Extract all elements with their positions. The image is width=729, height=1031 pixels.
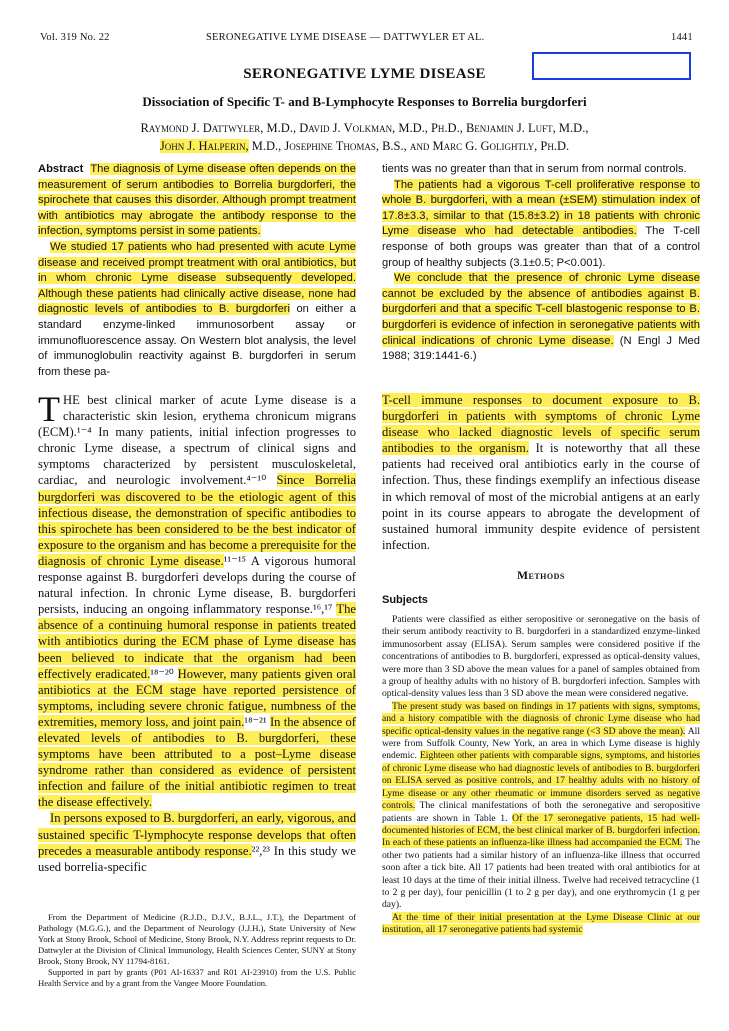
footnotes xyxy=(38,912,356,989)
drop-cap: T xyxy=(38,389,60,429)
intro-text-b: ¹¹⁻¹⁵ A vigorous humoral response against B. burgdorferi develops during the course of natural infection. In chronic Lyme disease, B. burgdorferi persists, inducing an ongoing inflammatory response.¹⁶,¹⁷ xyxy=(38,553,356,617)
intro-p2-highlight: In persons exposed to B. burgdorferi, an early, vigorous, and sustained specific T-lymphocyte response develops that often precedes a measurable antibody response. xyxy=(38,811,356,858)
intro-text-a: HE best clinical marker of acute Lyme disease is a characteristic skin lesion, erythema chronicum migrans (ECM).¹⁻⁴ In many patients, initial infection progresses to chronic Lyme disease, a spectrum of clinical signs and symptoms characterized by persistent musculoskeletal, cardiac, and neurologic involvement.⁴⁻¹⁰ xyxy=(38,393,356,488)
abstract-p2-rest: on either a standard enzyme-linked immunosorbent assay or immunofluorescence assay. On Western blot analysis, the level of immunoglobulin reactivity against B. burgdorferi in serum from these pa- xyxy=(38,303,356,378)
article-title: SERONEGATIVE LYME DISEASE xyxy=(243,66,486,82)
running-title: SERONEGATIVE LYME DISEASE — DATTWYLER ET AL. xyxy=(206,32,485,43)
abstract-c2-p3-highlight: We conclude that the presence of chronic Lyme disease cannot be excluded by the absence of antibodies against B. burgdorferi and that a specific T-cell blastogenic response to B. burgdorferi is evidence of infection in seronegative patients with clinical indications of chronic Lyme disease. xyxy=(382,272,700,347)
subjects-highlight-2: Eighteen other patients with comparable signs, symptoms, and histories of chronic Lyme disease who had diagnostic levels of antibodies to B. burgdorferi on ELISA served as positive controls, and 17 healthy adults with no history of Lyme disease or any other rheumatic or immune disorders served as negative controls. xyxy=(382,750,700,812)
subjects-text-c: The other two patients had a similar history of an influenza-like illness that occurred soon after a tick bite. All 17 patients had been treated with oral antibiotics for at least 10 days at the time of their initial illness. Twelve had received tetracycline (1 to 2 g per day), four penicillin (1 to 2 g per day), and one erythromycin (1 g per day). xyxy=(382,837,701,911)
abstract-right xyxy=(382,162,700,365)
abstract-p1: The diagnosis of Lyme disease often depends on the measurement of serum antibodies to Borrelia burgdorferi, the spirochete that causes this disorder. Although prompt treatment with antibiotics may abrogate the antibody response to the infection, symptoms persist in some patients. xyxy=(38,163,356,238)
affiliation-footnote: From the Department of Medicine (R.J.D., D.J.V., B.J.L., J.T.), the Department of Pathology (M.G.G.), and the Department of Neurology (J.J.H.), State University of New York at Stony Brook, School of Medicine, Stony Brook, N.Y. Address reprint requests to Dr. Dattwyler at the Division of Clinical Immunology, Health Sciences Center, SUNY at Stony Brook, Stony Brook, NY 11794-8161. xyxy=(38,912,356,966)
abstract-c2-p1: tients was no greater than that in serum from normal controls. xyxy=(382,163,687,175)
intro-highlight-3: However, many patients given oral antibiotics at the ECM stage have reported persistence of symptoms, including severe chronic fatigue, numbness of the extremities, memory loss, and joint pain. xyxy=(38,666,356,729)
intro-text-c: ¹⁸⁻²⁰ xyxy=(150,666,178,681)
intro-highlight-2: The absence of a continuing humoral response in patients treated with antibiotics during the ECM phase of Lyme disease has been believed to indicate that the organism had been effectively eradicated. xyxy=(38,602,356,681)
subjects-highlight-1: The present study was based on findings in 17 patients with signs, symptoms, and a history compatible with the diagnosis of chronic Lyme disease who had specific optical-density values in the negative range (<3 SD above the mean). xyxy=(382,700,700,737)
article-subtitle: Dissociation of Specific T- and B-Lymphocyte Responses to Borrelia burgdorferi xyxy=(142,94,587,109)
subjects-text-a: All were from Suffolk County, New York, an area in which Lyme disease is highly endemic. xyxy=(382,725,700,762)
abstract-left xyxy=(38,162,356,380)
abstract-p2-highlight: We studied 17 patients who had presented with acute Lyme disease and received prompt treatment with oral antibiotics, but in whom chronic Lyme disease subsequently developed. Although these patients had clinically active disease, none had diagnostic levels of antibodies to B. burgdorferi xyxy=(38,240,356,316)
abstract-c2-p2-rest: The T-cell response of both groups was greater than that of a control group of healthy subjects (3.1±0.5; P<0.001). xyxy=(382,225,700,269)
subjects-heading: Subjects xyxy=(382,594,428,606)
abstract-c2-p3-rest: (N Engl J Med 1988; 319:1441-6.) xyxy=(382,334,700,363)
body-right xyxy=(382,392,700,553)
intro-p2-rest: ²²,²³ In this study we used borrelia-specific xyxy=(38,843,356,874)
subjects-text-b: The clinical manifestations of both the seronegative and seropositive patients are shown in Table 1. xyxy=(382,800,700,824)
right-p1-highlight: T-cell immune responses to document exposure to B. burgdorferi in patients with symptoms of chronic Lyme disease who lacked diagnostic levels of specific serum antibodies to the organism. xyxy=(382,393,700,456)
subjects-highlight-3: Of the 17 seronegative patients, 15 had well-documented histories of ECM, the best clinical marker of B. burgdorferi infection. In each of these patients an influenza-like illness had accompanied the ECM. xyxy=(382,812,700,849)
authors-line-2 xyxy=(0,136,729,156)
subjects-section xyxy=(382,614,700,937)
intro-text-d: ¹⁸⁻²¹ xyxy=(244,714,270,729)
subjects-highlight-4: At the time of their initial presentation at the Lyme Disease Clinic at our institution, all 17 seronegative patients had systemic xyxy=(382,911,700,936)
intro-highlight-1: Since Borrelia burgdorferi was discovered to be the etiologic agent of this infectious disease, the demonstration of specific antibodies to this spirochete has been considered to be the best indicator of exposure to the organism and has become a prerequisite for the diagnosis of chronic Lyme disease. xyxy=(38,473,357,568)
authors-rest: M.D., Josephine Thomas, B.S., and Marc G. Golightly, Ph.D. xyxy=(248,139,570,153)
methods-heading: Methods xyxy=(517,570,565,582)
abstract-label: Abstract xyxy=(38,163,84,175)
funding-footnote: Supported in part by grants (P01 AI-16337 and R01 AI-23910) from the U.S. Public Health Service and by a grant from the Vangee Moore Foundation. xyxy=(38,967,356,988)
authors-line-1: Raymond J. Dattwyler, M.D., David J. Volkman, M.D., Ph.D., Benjamin J. Luft, M.D., xyxy=(140,121,589,135)
highlighted-author: John J. Halperin, xyxy=(159,139,249,153)
right-p1-rest: It is noteworthy that all these patients had received oral antibiotics early in the course of infection. Thus, these findings exemplify an infectious disease in which removal of most of the microbial antigens at an early point in its course appears to abrogate the development of sustained humoral immunity despite evidence of persistent infection. xyxy=(382,441,700,552)
abstract-c2-p2-highlight: The patients had a vigorous T-cell proliferative response to whole B. burgdorferi, with a mean (±SEM) stimulation index of 17.8±3.3, similar to that (15.8±3.2) in 18 patients with chronic Lyme disease who had detectable antibodies. xyxy=(382,178,700,238)
subjects-p1: Patients were classified as either seropositive or seronegative on the basis of their serum antibody reactivity to B. burgdorferi in a standardized enzyme-linked immunosorbent assay (ELISA). Serum samples were considered positive if the concentrations of antibodies to B. burgdorferi, expressed as optical-density values, were more than 3 SD above the mean values for a panel of samples obtained from a group of healthy adults with no history of B. burgdorferi infection. Samples with optical-density values less than 3 SD above the mean were considered negative. xyxy=(382,614,700,700)
body-left xyxy=(38,389,357,875)
volume-number: Vol. 319 No. 22 xyxy=(40,32,110,43)
intro-highlight-4: In the absence of elevated levels of antibodies to B. burgdorferi, these symptoms have been attributed to a post–Lyme disease syndrome rather than considered as evidence of persistent infection and failure of the initial antibiotic regimen to treat the disease effectively. xyxy=(38,714,356,810)
page-number: 1441 xyxy=(671,32,693,43)
